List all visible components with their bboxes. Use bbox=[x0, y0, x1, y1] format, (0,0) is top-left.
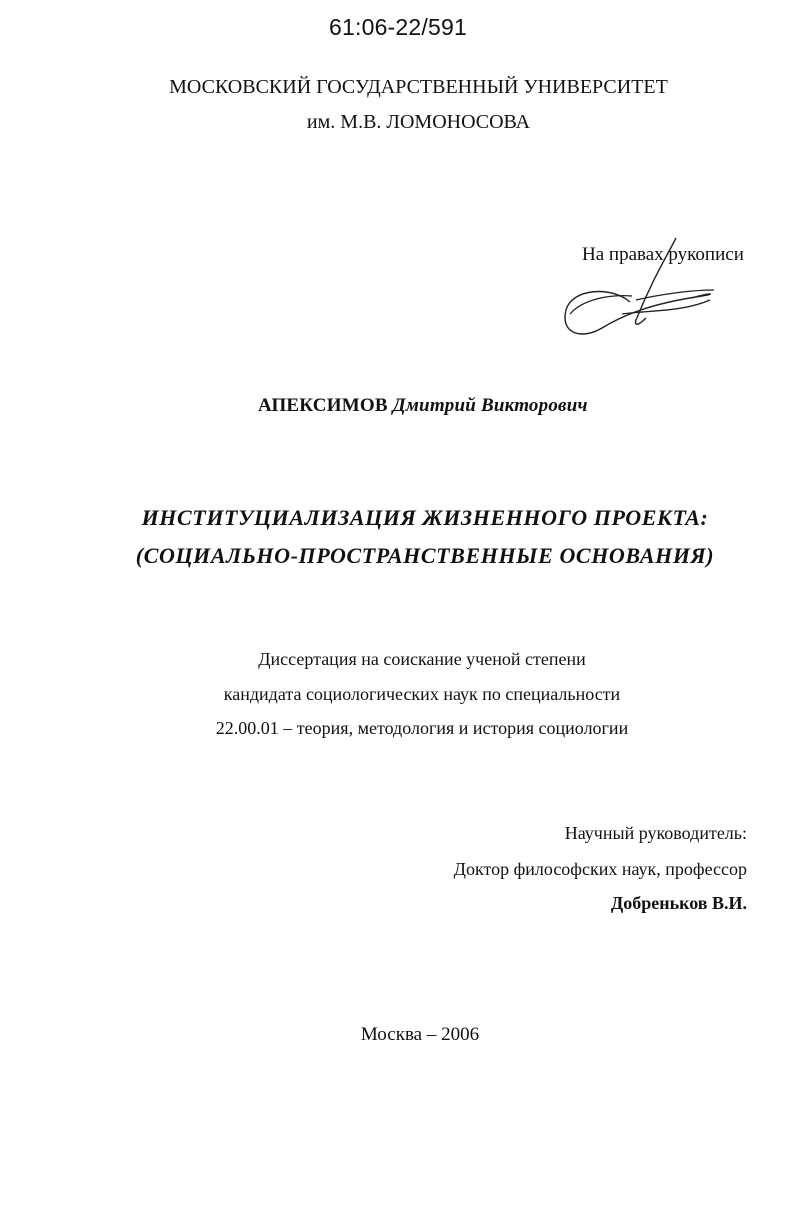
thesis-title-line1: ИНСТИТУЦИАЛИЗАЦИЯ ЖИЗНЕННОГО ПРОЕКТА: bbox=[141, 505, 709, 530]
supervisor-degree: Доктор философских наук, профессор bbox=[453, 859, 747, 879]
university-honorific: им. М.В. ЛОМОНОСОВА bbox=[306, 111, 531, 133]
author-name bbox=[258, 395, 588, 417]
author-given-name: Дмитрий Викторович bbox=[392, 395, 588, 416]
dissertation-line3: 22.00.01 – теория, методология и история социологии bbox=[215, 718, 629, 738]
university-name: МОСКОВСКИЙ ГОСУДАРСТВЕННЫЙ УНИВЕРСИТЕТ bbox=[169, 76, 668, 98]
supervisor-label: Научный руководитель: bbox=[564, 823, 747, 843]
dissertation-line2: кандидата социологических наук по специальности bbox=[223, 684, 621, 704]
city-year: Москва – 2006 bbox=[360, 1024, 480, 1045]
dissertation-line1: Диссертация на соискание ученой степени bbox=[258, 649, 586, 669]
thesis-title-line2: (СОЦИАЛЬНО-ПРОСТРАНСТВЕННЫЕ ОСНОВАНИЯ) bbox=[135, 543, 715, 568]
rights-note: На правах рукописи bbox=[582, 244, 744, 265]
archive-code: 61:06-22/591 bbox=[329, 14, 467, 40]
signature-icon bbox=[552, 230, 722, 345]
supervisor-name: Добреньков В.И. bbox=[610, 893, 747, 913]
author-surname: АПЕКСИМОВ bbox=[258, 395, 388, 416]
